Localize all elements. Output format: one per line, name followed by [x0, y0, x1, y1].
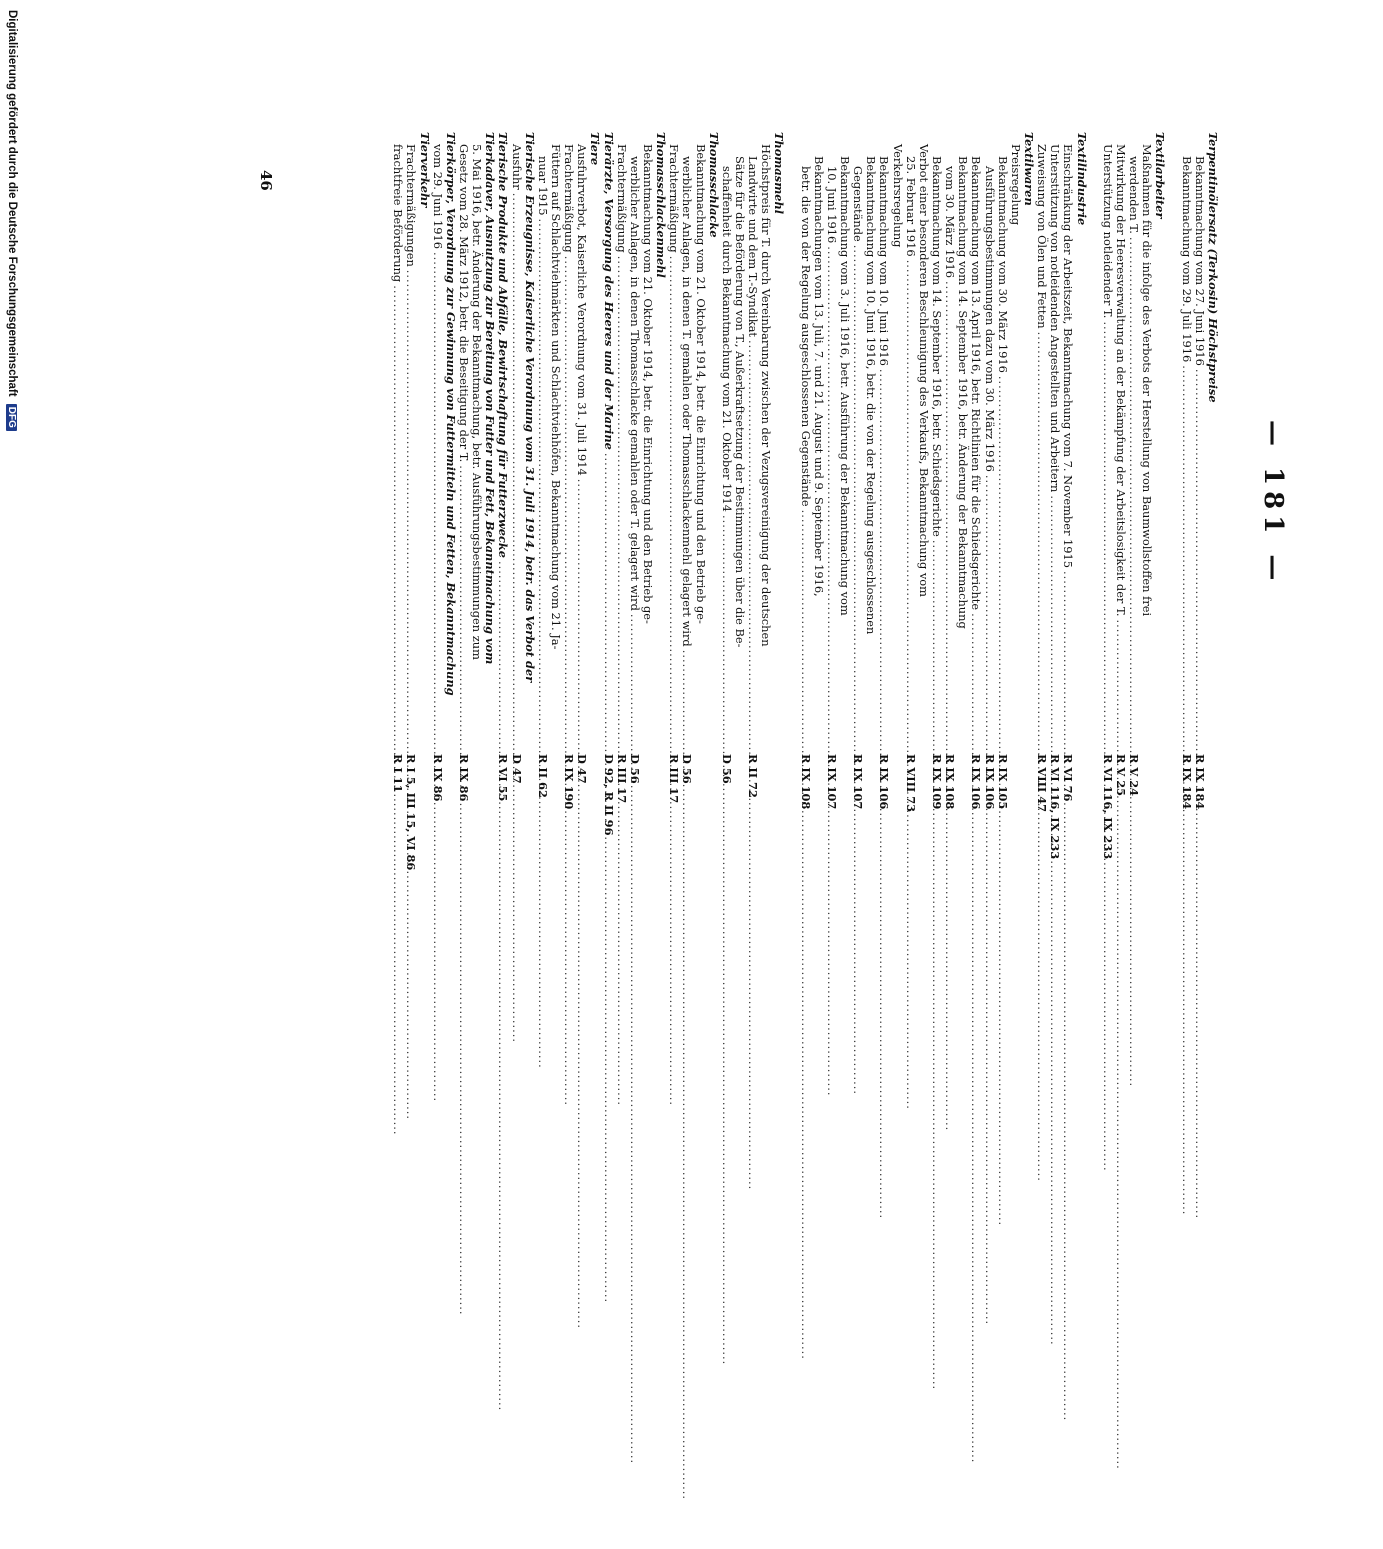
- leader-dots: [1127, 237, 1140, 745]
- index-entry: [575, 132, 588, 872]
- index-entry: [1061, 132, 1074, 872]
- index-entry-text: Zuweisung von Ölen und Fetten: [1035, 144, 1050, 329]
- index-entry-reference: R VI 116, IX 233: [1100, 754, 1115, 860]
- index-entry: [825, 132, 838, 872]
- index-entry-reference: R VIII 73: [903, 754, 918, 813]
- index-entry-reference: R III 17: [667, 754, 682, 804]
- index-entry-reference: R IX 108: [798, 754, 813, 810]
- index-entry-text: Mitwirkung der Heeresverwaltung an der Bekämpfung der Arbeitslosigkeit der T.: [1114, 144, 1129, 617]
- index-entry: [864, 132, 877, 872]
- index-entry-text: Preisregelung: [1008, 144, 1023, 226]
- leader-dots: [825, 246, 838, 745]
- index-entry-text: Frachtermäßigung: [614, 144, 629, 253]
- leader-dots: [536, 219, 549, 745]
- index-entry: [917, 132, 930, 872]
- leader-dots: [602, 453, 615, 745]
- index-entry-reference: D 56: [627, 754, 642, 784]
- index-entry-text: Bekanntmachung vom 14. September 1916, betr. Änderung der Bekanntmachung: [956, 156, 971, 629]
- index-entry-text: Thomasschlackenmehl: [654, 132, 669, 278]
- index-entry-reference: R I 11: [391, 754, 406, 793]
- index-entry-reference: R IX 184: [1192, 754, 1207, 810]
- index-entry-text: betr. die von der Regelung ausgeschlossenen Gegenstände: [798, 166, 813, 507]
- index-entry: [1022, 132, 1035, 872]
- index-entry-reference: D 56: [680, 754, 695, 784]
- index-entry: [615, 132, 628, 872]
- leader-dots: [996, 376, 1009, 745]
- index-entry-text: Verkehrsregelung: [890, 144, 905, 248]
- leader-dots: [628, 614, 641, 745]
- index-entry-text: Thomasmehl: [772, 132, 787, 215]
- leader-dots: [930, 540, 943, 745]
- leader-dots: [404, 270, 417, 745]
- index-entry-text: Terpentinölersatz (Terkosin) Höchstpreise: [1206, 132, 1220, 403]
- leader-dots: [1180, 365, 1193, 745]
- index-entry-reference: R VI 76: [1061, 754, 1076, 802]
- index-entry-text: Textilindustrie: [1074, 132, 1089, 226]
- index-entry-text: werdenden T.: [1127, 156, 1142, 234]
- dfg-logo: DFG: [6, 404, 17, 431]
- index-entry-text: Gesetz vom 28. März 1912, betr. die Beseitigung der T.: [456, 144, 471, 463]
- index-entry: [799, 132, 812, 872]
- index-entry-text: Bekanntmachung vom 3. Juli 1916, betr. Ausführung der Bekanntmachung vom: [838, 156, 853, 616]
- index-entry: [549, 132, 562, 872]
- index-entry-text: Tiere: [588, 132, 603, 166]
- index-entry-text: Bekanntmachung vom 27. Juni 1916: [1192, 156, 1207, 366]
- index-entry-text: Höchstpreis für T. durch Vereinbarung zwischen der Vezugsvereinigung der deutschen: [759, 144, 774, 647]
- digitization-credit: [6, 10, 18, 431]
- index-entry: [523, 132, 536, 872]
- leader-dots: [877, 369, 890, 745]
- index-entry-text: Bekanntmachung vom 30. März 1916: [995, 156, 1010, 373]
- index-entry-reference: R II 72: [746, 754, 761, 798]
- index-entry-text: vom 30. März 1916: [943, 166, 958, 278]
- index-entry-reference: R III 17: [614, 754, 629, 804]
- index-entry: [470, 132, 483, 872]
- index-entry: [536, 132, 549, 872]
- index-entry: [601, 132, 614, 872]
- index-entry-text: Bekanntmachung vom 21. Oktober 1914, betr. die Einrichtung und den Betrieb ge-: [640, 144, 655, 624]
- index-entry-reference: R IX 109: [930, 754, 945, 810]
- index-entry: [417, 132, 430, 872]
- index-entry: [444, 132, 457, 872]
- index-entry: [812, 132, 825, 872]
- index-entry: [707, 132, 720, 872]
- leader-dots: [431, 252, 444, 745]
- index-entry: [1088, 132, 1101, 872]
- index-entry-text: Landwirte und dem T.-Syndikat: [746, 156, 761, 337]
- index-entry-text: Bekanntmachung vom 10. Juni 1916: [877, 156, 892, 366]
- index-entry: [785, 132, 798, 872]
- index-entry-text: 10. Juni 1916: [824, 166, 839, 244]
- index-entry-reference: D 47: [509, 754, 524, 784]
- leader-dots: [1035, 332, 1048, 745]
- index-entries: [391, 132, 1219, 872]
- index-entry: [1166, 132, 1179, 872]
- index-entry-reference: R VI 116, IX 233: [1048, 754, 1063, 860]
- index-entry: [391, 132, 404, 872]
- index-entry-text: nuar 1915: [535, 156, 550, 216]
- page-number: — 181 —: [1258, 420, 1288, 587]
- leader-dots: [720, 515, 733, 745]
- index-entry-text: werblicher Anlagen, in denen Thomasschlacke gemahlen oder T. gelagert wird: [627, 156, 642, 611]
- index-entry-text: Textilarbeiter: [1153, 132, 1168, 219]
- index-entry-reference: R IX 105: [995, 754, 1010, 810]
- index-entry: [982, 132, 995, 872]
- index-entry-text: Ausfuhrverbot, Kaiserliche Verordnung vom 31. Juli 1914: [575, 144, 590, 476]
- leader-dots: [851, 245, 864, 745]
- leader-dots: [667, 256, 680, 745]
- index-entry-text: Bekanntmachung vom 29. Juli 1916: [1179, 156, 1194, 363]
- index-entry-reference: R VIII 47: [1035, 754, 1050, 813]
- index-entry: [943, 132, 956, 872]
- leader-dots: [457, 465, 470, 745]
- index-entry-reference: R IX 190: [562, 754, 577, 810]
- leader-dots: [496, 561, 509, 745]
- index-entry-text: schaffenheit durch Bekanntmachung vom 21. Oktober 1914: [719, 166, 734, 513]
- index-entry: [1140, 132, 1153, 872]
- printer-signature: 46: [257, 170, 275, 191]
- index-entry-reference: R II 62: [535, 754, 550, 798]
- index-entry-text: Bekanntmachung vom 21. Oktober 1914, betr. die Einrichtung und den Betrieb ge-: [693, 144, 708, 624]
- leader-dots: [1061, 571, 1074, 745]
- index-entry: [483, 132, 496, 872]
- index-entry: [969, 132, 982, 872]
- index-entry-text: 25. Februar 1916: [903, 156, 918, 257]
- index-entry: [877, 132, 890, 872]
- index-entry: [838, 132, 851, 872]
- index-entry: [851, 132, 864, 872]
- index-entry: [509, 132, 522, 872]
- leader-dots: [1048, 495, 1061, 745]
- index-entry-text: Verbot einer besonderen Beschleunigung des Verkaufs, Bekanntmachung vom: [916, 144, 931, 597]
- index-entry-reference: R IX 106: [969, 754, 984, 810]
- index-entry: [693, 132, 706, 872]
- index-entry-reference: R V 25: [1114, 754, 1129, 797]
- index-entry: [996, 132, 1009, 872]
- index-entry-text: Bekanntmachung vom 13. April 1916, betr. Richtlinien für die Schiedsgerichte: [969, 156, 984, 611]
- index-entry: [759, 132, 772, 872]
- index-entry: [457, 132, 470, 872]
- leader-dots: [746, 340, 759, 745]
- index-entry-reference: R I 5, III 15, VI 86: [404, 754, 419, 871]
- index-entry-text: Tierkörper, Verordnung zur Gewinnung von Futtermitteln und Fetten, Bekanntmachung: [443, 132, 458, 696]
- leader-dots: [983, 475, 996, 745]
- index-entry: [1074, 132, 1087, 872]
- leader-dots: [562, 256, 575, 745]
- index-entry: [588, 132, 601, 872]
- index-entry-reference: R IX 86: [456, 754, 471, 802]
- index-entry: [562, 132, 575, 872]
- index-entry: [1048, 132, 1061, 872]
- index-entry-reference: D 92, R II 96: [601, 754, 616, 836]
- index-entry-text: Bekanntmachung vom 14. September 1916, betr. Schiedsgerichte: [930, 156, 945, 537]
- index-entry-text: Bekanntmachung vom 10. Juni 1916, betr. die von der Regelung ausgeschlossenen: [864, 156, 879, 635]
- index-entry-reference: R VI 55: [496, 754, 511, 802]
- index-entry: [628, 132, 641, 872]
- index-entry-reference: R V 24: [1127, 754, 1142, 797]
- index-entry-text: vom 29. Juni 1916: [430, 144, 445, 249]
- index-entry-text: Frachtermäßigung: [562, 144, 577, 253]
- leader-dots: [391, 285, 404, 745]
- index-entry: [746, 132, 759, 872]
- leader-dots: [680, 650, 693, 745]
- leader-dots: [1193, 369, 1206, 745]
- leader-dots: [969, 613, 982, 745]
- index-entry-reference: R IX 184: [1179, 754, 1194, 810]
- index-entry-text: Tierverkehr: [417, 132, 432, 208]
- leader-dots: [799, 510, 812, 745]
- index-entry-reference: R IX 107: [824, 754, 839, 810]
- index-entry-text: Maßnahmen für die infolge des Verbots der Herstellung von Baumwollstoffen frei: [1140, 144, 1155, 617]
- index-entry-reference: R IX 108: [943, 754, 958, 810]
- index-entry-reference: R IX 106: [877, 754, 892, 810]
- index-entry-reference: R IX 86: [430, 754, 445, 802]
- index-entry: [1009, 132, 1022, 872]
- leader-dots: [1101, 321, 1114, 745]
- index-entry: [641, 132, 654, 872]
- index-entry: [930, 132, 943, 872]
- index-entry-text: Füttern auf Schlachtviehmärkten und Schlachtviehhöfen, Bekanntmachung vom 21. Ja-: [548, 144, 563, 650]
- index-entry: [1035, 132, 1048, 872]
- index-entry-text: Tierische Erzeugnisse, Kaiserliche Verordnung vom 31. Juli 1914, betr. das Verbot der: [522, 132, 537, 683]
- index-entry: [404, 132, 417, 872]
- index-entry-reference: D 47: [575, 754, 590, 784]
- index-entry-text: frachtfreie Beförderung: [391, 144, 406, 283]
- index-entry-reference: R IX 107: [851, 754, 866, 810]
- digitization-credit-text: Digitalisierung gefördert durch die Deutsche Forschungsgemeinschaft: [6, 10, 18, 397]
- index-entry: [733, 132, 746, 872]
- index-entry: [654, 132, 667, 872]
- index-entry: [1193, 132, 1206, 872]
- index-entry: [720, 132, 733, 872]
- index-entry-text: Ausführungsbestimmungen dazu vom 30. März 1916: [982, 166, 997, 472]
- leader-dots: [1114, 620, 1127, 745]
- index-entry-text: Frachtermäßigung: [667, 144, 682, 253]
- index-entry-text: Tierkadaver, Ausnutzung zur Bereitung von Futter und Fett, Bekanntmachung vom: [483, 132, 498, 665]
- index-entry: [772, 132, 785, 872]
- index-entry-reference: D 56: [719, 754, 734, 784]
- index-entry-text: Sätze für die Beförderung von T., Außerkraftsetzung der Bestimmungen über die Be-: [732, 156, 747, 648]
- index-entry: [1127, 132, 1140, 872]
- index-entry-text: Einschränkung der Arbeitszeit, Bekanntmachung vom 7. November 1915: [1061, 144, 1076, 569]
- index-entry: [496, 132, 509, 872]
- index-entry-text: Ausfuhr: [509, 144, 524, 190]
- leader-dots: [943, 281, 956, 745]
- index-entry: [890, 132, 903, 872]
- index-entry-text: 5. Mai 1916, betr. Änderung der Bekanntmachung, betr. Ausführungsbestimmungen zum: [470, 144, 485, 660]
- index-entry: [431, 132, 444, 872]
- index-entry: [1101, 132, 1114, 872]
- index-entry: [667, 132, 680, 872]
- index-entry: [1153, 132, 1166, 872]
- index-entry-text: Bekanntmachungen vom 13. Juli, 7. und 21. August und 9. September 1916,: [811, 156, 826, 597]
- index-entry-reference: R IX 106: [982, 754, 997, 810]
- leader-dots: [575, 479, 588, 745]
- index-entry-text: werblicher Anlagen, in denen T. gemahlen oder Thomasschlackenmehl gelagert wird: [680, 156, 695, 647]
- leader-dots: [510, 193, 523, 745]
- index-entry: [1180, 132, 1193, 872]
- index-entry-text: Gegenstände: [851, 166, 866, 242]
- index-entry: [904, 132, 917, 872]
- index-entry: [680, 132, 693, 872]
- index-entry-text: Frachtermäßigungen: [404, 144, 419, 267]
- leader-dots: [904, 260, 917, 745]
- index-entry: [956, 132, 969, 872]
- leader-dots: [615, 256, 628, 745]
- index-entry-text: Tierärzte, Versorgung des Heeres und der Marine: [601, 132, 616, 450]
- index-entry-text: Tierische Produkte und Abfälle, Bewirtschaftung für Futterzwecke: [496, 132, 511, 559]
- index-entry-text: Unterstützung notleidender T.: [1100, 144, 1115, 319]
- index-entry-text: Textilwaren: [1022, 132, 1037, 206]
- index-entry: [1206, 132, 1219, 872]
- index-entry-text: Unterstützung von notleidenden Angestellten und Arbeitern: [1048, 144, 1063, 493]
- index-entry-text: Thomasschlacke: [706, 132, 721, 238]
- index-entry: [1114, 132, 1127, 872]
